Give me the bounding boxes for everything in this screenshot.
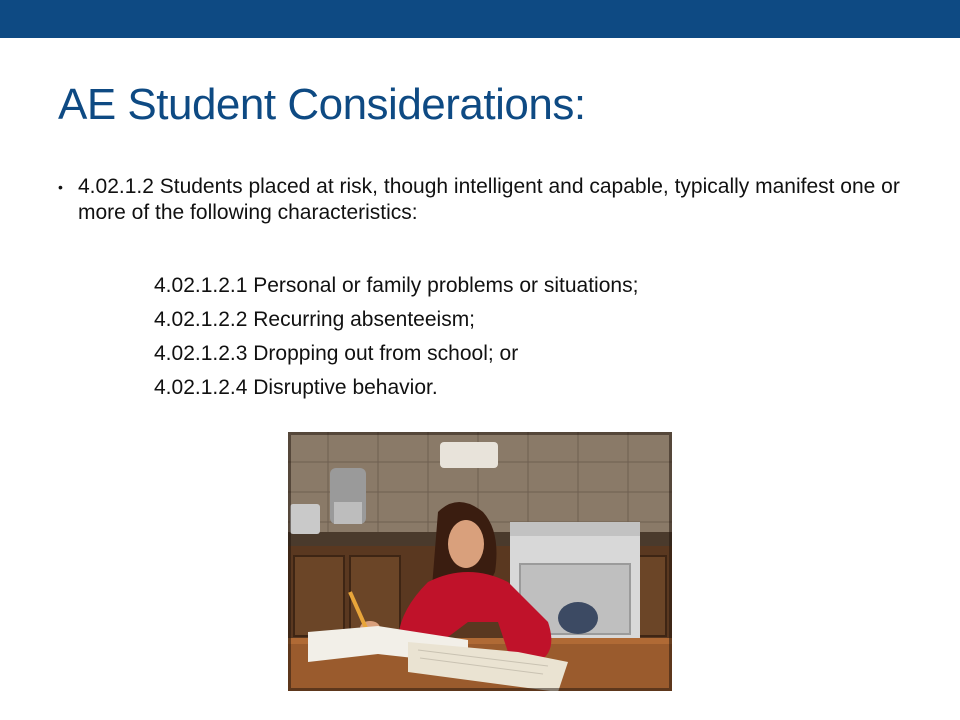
sub-item: 4.02.1.2.2 Recurring absenteeism; bbox=[154, 308, 476, 331]
top-accent-bar bbox=[0, 0, 960, 38]
slide-title: AE Student Considerations: bbox=[58, 80, 586, 129]
sub-item: 4.02.1.2.1 Personal or family problems or situations; bbox=[154, 274, 639, 297]
student-studying-illustration bbox=[288, 432, 672, 691]
bullet-dot-icon: • bbox=[58, 179, 63, 195]
main-bullet bbox=[58, 174, 918, 227]
sub-item-list bbox=[154, 270, 638, 406]
sub-item: 4.02.1.2.4 Disruptive behavior. bbox=[154, 376, 438, 399]
sub-item: 4.02.1.2.3 Dropping out from school; or bbox=[154, 342, 519, 365]
student-photo bbox=[288, 432, 672, 691]
main-bullet-text: 4.02.1.2 Students placed at risk, though intelligent and capable, typically manifest one or more of the following characteristics: bbox=[78, 175, 900, 225]
